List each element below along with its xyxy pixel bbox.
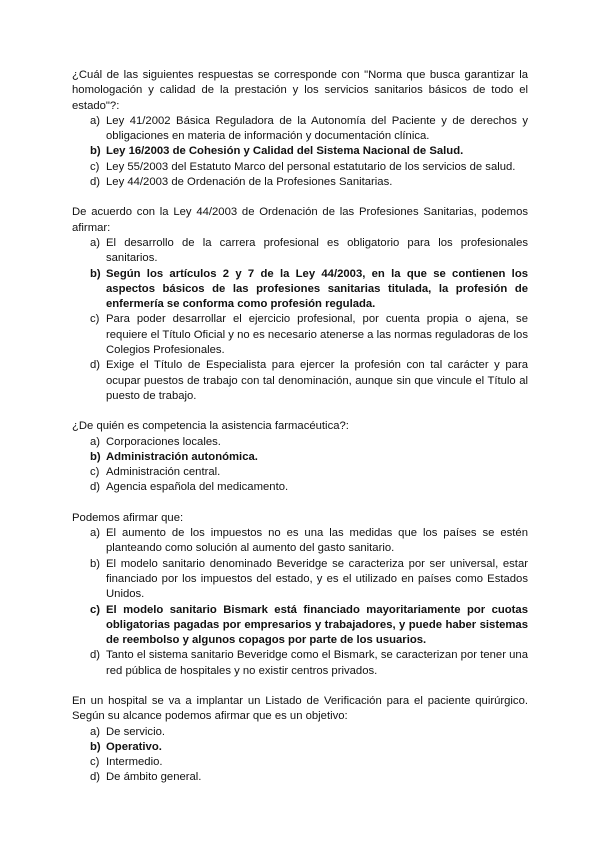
option-a [72, 236, 528, 267]
option-text: Administración autonómica. [106, 450, 258, 463]
question-2 [72, 205, 528, 404]
question-stem: De acuerdo con la Ley 44/2003 de Ordenación de las Profesiones Sanitarias, podemos afirmar: [72, 206, 528, 234]
answer-list [72, 236, 528, 404]
option-d [72, 648, 528, 679]
option-a [72, 526, 528, 557]
option-d [72, 175, 528, 190]
option-marker: a) [90, 236, 101, 249]
answer-list [72, 725, 528, 786]
option-text: Intermedio. [106, 756, 163, 769]
option-text: De servicio. [106, 725, 166, 738]
option-marker: c) [90, 160, 100, 173]
option-d [72, 480, 528, 495]
option-text: Ley 55/2003 del Estatuto Marco del personal estatutario de los servicios de salud. [106, 160, 516, 173]
option-marker: b) [90, 740, 101, 753]
option-marker: c) [90, 466, 100, 479]
option-b-correct [72, 740, 528, 755]
option-marker: d) [90, 771, 101, 784]
option-c [72, 160, 528, 175]
option-text: Ley 44/2003 de Ordenación de la Profesiones Sanitarias. [106, 176, 393, 189]
option-d [72, 358, 528, 404]
option-c [72, 465, 528, 480]
answer-list [72, 526, 528, 679]
option-marker: b) [90, 450, 101, 463]
question-stem: ¿De quién es competencia la asistencia farmacéutica?: [72, 420, 349, 433]
option-marker: c) [90, 603, 101, 616]
option-a [72, 725, 528, 740]
option-marker: a) [90, 114, 101, 127]
option-c [72, 755, 528, 770]
option-text: Operativo. [106, 740, 162, 753]
option-marker: c) [90, 756, 100, 769]
question-3 [72, 419, 528, 495]
option-marker: b) [90, 145, 101, 158]
option-a [72, 114, 528, 145]
option-a [72, 435, 528, 450]
option-c-correct [72, 603, 528, 649]
option-marker: d) [90, 359, 101, 372]
answer-list [72, 435, 528, 496]
question-stem: ¿Cuál de las siguientes respuestas se corresponde con "Norma que busca garantizar la homologación y calidad de la prestación y los servicios sanitarios básicos de todo el estado"?: [72, 69, 528, 112]
option-marker: a) [90, 435, 101, 448]
option-marker: d) [90, 481, 101, 494]
option-text: El aumento de los impuestos no es una las medidas que los países se estén planteando como solución al aumento del gasto sanitario. [106, 527, 528, 555]
option-text: Ley 16/2003 de Cohesión y Calidad del Sistema Nacional de Salud. [106, 145, 464, 158]
option-text: Para poder desarrollar el ejercicio profesional, por cuenta propia o ajena, se requiere el Título Oficial y no es necesario atenerse a las normas reguladoras de los Colegios Profesionales. [106, 313, 528, 357]
option-text: Tanto el sistema sanitario Beveridge como el Bismark, se caracterizan por tener una red pública de hospitales y no existir centros privados. [106, 649, 528, 677]
option-b-correct [72, 144, 528, 159]
question-5 [72, 694, 528, 786]
option-text: Administración central. [106, 466, 221, 479]
option-text: Corporaciones locales. [106, 435, 221, 448]
option-marker: c) [90, 313, 100, 326]
option-text: De ámbito general. [106, 771, 202, 784]
option-text: Exige el Título de Especialista para ejercer la profesión con tal carácter y para ocupar puestos de trabajo con tal denominación, aunque sin que vincule el Título al puesto de trabajo. [106, 359, 528, 402]
option-text: El modelo sanitario Bismark está financiado mayoritariamente por cuotas obligatorias pagadas por empresarios y trabajadores, y puede haber sistemas de reembolso y algunos copagos por parte de los usuarios. [106, 603, 528, 647]
option-marker: d) [90, 176, 101, 189]
option-marker: a) [90, 725, 101, 738]
question-stem: En un hospital se va a implantar un Listado de Verificación para el paciente quirúrgico. Según su alcance podemos afirmar que es un objetivo: [72, 694, 528, 723]
option-text: Agencia española del medicamento. [106, 481, 289, 494]
option-marker: b) [90, 557, 101, 570]
question-4 [72, 511, 528, 679]
option-marker: d) [90, 649, 101, 662]
question-1 [72, 68, 528, 190]
option-b-correct [72, 267, 528, 313]
answer-list [72, 114, 528, 190]
option-text: El desarrollo de la carrera profesional es obligatorio para los profesionales sanitarios. [106, 236, 528, 265]
option-marker: b) [90, 267, 101, 280]
option-b-correct [72, 450, 528, 465]
question-stem: Podemos afirmar que: [72, 511, 184, 524]
option-marker: a) [90, 527, 101, 540]
option-d [72, 770, 528, 785]
option-text: Ley 41/2002 Básica Reguladora de la Autonomía del Paciente y de derechos y obligaciones en materia de información y documentación clínica. [106, 114, 528, 143]
option-b [72, 557, 528, 603]
option-text: Según los artículos 2 y 7 de la Ley 44/2003, en la que se contienen los aspectos básicos de las profesiones sanitarias titulada, la profesión de enfermería se conforma como profesión regulada. [106, 267, 528, 311]
option-c [72, 312, 528, 358]
option-text: El modelo sanitario denominado Beveridge se caracteriza por ser universal, estar financiado por los impuestos del estado, y es el utilizado en países como Estados Unidos. [106, 557, 528, 601]
